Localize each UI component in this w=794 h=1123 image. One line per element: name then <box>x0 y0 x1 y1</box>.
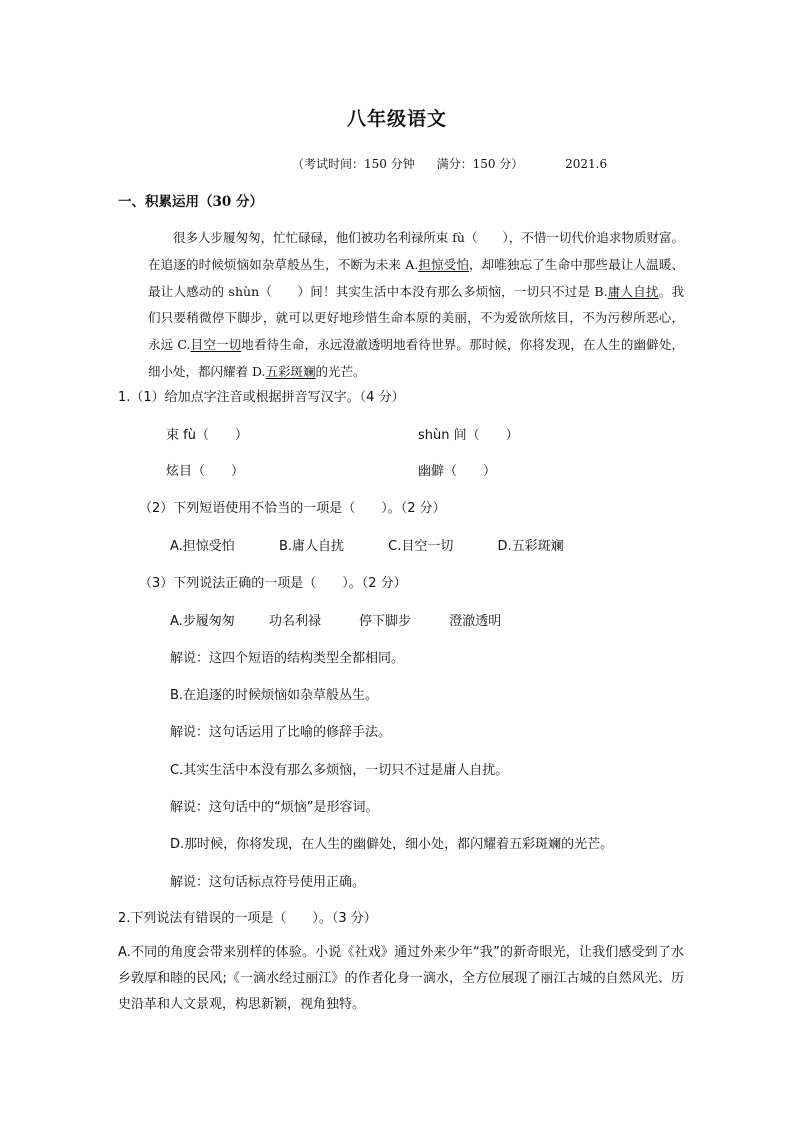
pinyin-item-1: 束 fù（ ） <box>166 428 248 443</box>
exam-meta <box>292 155 607 172</box>
pinyin-item-3: 炫目（ ） <box>166 464 245 479</box>
phrase-item: 功名利禄 <box>268 614 321 629</box>
question-2-option-a: A.不同的角度会带来别样的体验。小说《社戏》通过外来少年“我”的新奇眼光，让我们感受到了水乡敦厚和睦的民风;《一滴水经过丽江》的作者化身一滴水，全方位展现了丽江古城的自然风光、历史沿革和人文景观，构思新颖，视角独特。 <box>118 945 684 1012</box>
answer-options <box>170 535 564 554</box>
passage-text: 。我们只要稍微停下脚步，就可以更好地珍惜生命本原的美丽，不为爱欲所炫目，不为污秽所恶心，永远 C. <box>148 283 684 353</box>
question-2-stem: 2.下列说法有错误的一项是（ ）。（3 分） <box>118 911 377 926</box>
underlined-phrase-d: 五彩斑斓 <box>265 363 316 379</box>
passage-paragraph <box>148 225 684 386</box>
phrase-item: 停下脚步 <box>359 614 412 629</box>
statement-c: C.其实生活中本没有那么多烦恼，一切只不过是庸人自扰。 <box>170 763 509 778</box>
explanation-c: 解说：这句话中的“烦恼”是形容词。 <box>170 800 379 815</box>
explanation-b: 解说：这句话运用了比喻的修辞手法。 <box>170 725 392 740</box>
passage-text: 很多人步履匆匆，忙忙碌碌，他们被功名利禄所束 fù（ ），不惜一切代价追求物质财富。在追逐的时候烦恼如杂草般丛生，不断为未来 A. <box>148 230 684 272</box>
reading-passage <box>148 225 684 386</box>
passage-text: 的光芒。 <box>315 363 366 379</box>
section-heading: 一、积累运用（30 分） <box>118 194 263 210</box>
option-a: A.担惊受怕 <box>170 539 235 554</box>
exam-time: （考试时间：150 分钟 <box>292 157 415 171</box>
phrase-list <box>170 610 501 629</box>
passage-text: ，却唯独忘了生命中那些最让人温暖、最让人感动的 shùn（ ）间！其实生活中本没有那么多烦恼，一切只不过是 B. <box>148 256 684 299</box>
phrase-item: 澄澈透明 <box>449 614 502 629</box>
underlined-phrase-a: 担惊受怕 <box>418 256 469 272</box>
option-c: C.目空一切 <box>388 539 454 554</box>
pinyin-item-4: 幽僻（ ） <box>418 464 497 479</box>
phrase-item: A.步履匆匆 <box>170 614 235 629</box>
exam-date: 2021.6 <box>565 157 608 171</box>
question-1-part-2-stem: （2）下列短语使用不恰当的一项是（ ）。（2 分） <box>139 501 446 516</box>
question-1-stem: 1.（1）给加点字注音或根据拼音写汉字。（4 分） <box>118 390 405 405</box>
passage-text: 地看待生命，永远澄澈透明地看待世界。那时候，你将发现，在人生的幽僻处，细小处，都闪耀着 D. <box>148 337 684 379</box>
page-title: 八年级语文 <box>346 108 447 130</box>
statement-b: B.在追逐的时候烦恼如杂草般丛生。 <box>170 688 379 703</box>
explanation-d: 解说：这句话标点符号使用正确。 <box>170 875 366 890</box>
statement-d: D.那时候，你将发现，在人生的幽僻处，细小处，都闪耀着五彩斑斓的光芒。 <box>170 837 614 852</box>
explanation-a: 解说：这四个短语的结构类型全都相同。 <box>170 651 405 666</box>
pinyin-item-2: shùn 间（ ） <box>418 428 519 443</box>
option-b: B.庸人自扰 <box>278 539 345 554</box>
underlined-phrase-b: 庸人自扰 <box>607 283 659 299</box>
question-1-part-3-stem: （3）下列说法正确的一项是（ ）。（2 分） <box>139 576 407 591</box>
underlined-phrase-c: 目空一切 <box>190 337 242 353</box>
full-score: 满分：150 分） <box>436 157 524 171</box>
option-d: D.五彩斑斓 <box>497 539 564 554</box>
